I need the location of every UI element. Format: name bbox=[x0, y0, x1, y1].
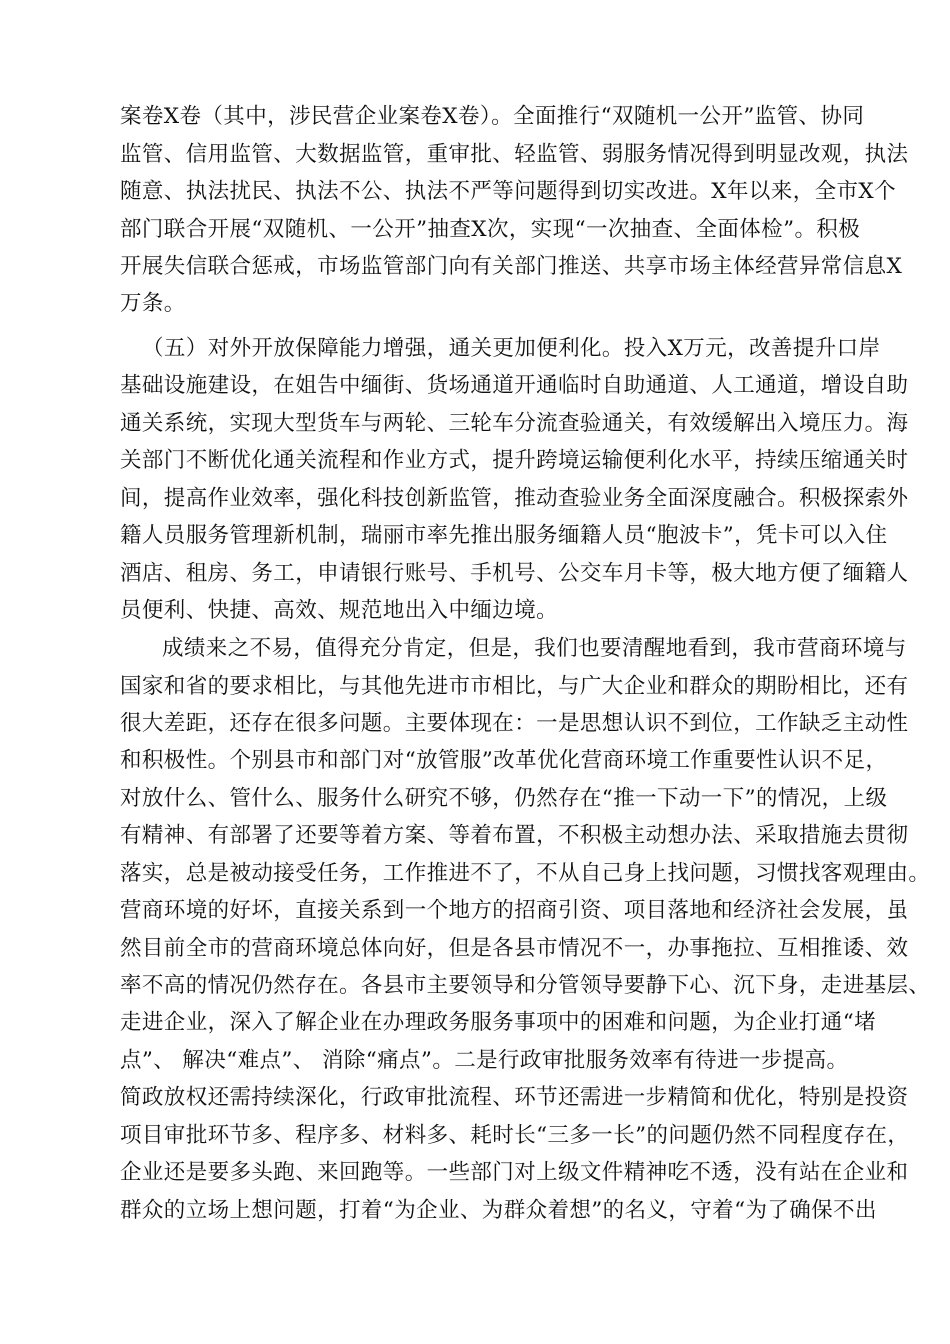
text-line: 对放什么、管什么、服务什么研究不够，仍然存在“推一下动一下”的情况，上级 bbox=[120, 786, 888, 811]
text-line: 员便利、快捷、高效、规范地出入中缅边境。 bbox=[120, 598, 559, 623]
text-line: 项目审批环节多、程序多、材料多、耗时长“三多一长”的问题仍然不同程度存在， bbox=[120, 1123, 910, 1148]
text-line: 案卷X卷（其中，涉民营企业案卷X卷）。全面推行“双随机一公开”监管、协同 bbox=[120, 104, 865, 129]
text-line: 关部门不断优化通关流程和作业方式，提升跨境运输便利化水平，持续压缩通关时 bbox=[120, 448, 909, 473]
text-line: 走进企业，深入了解企业在办理政务服务事项中的困难和问题，为企业打通“堵 bbox=[120, 1010, 876, 1035]
text-line: 点”、 解决“难点”、 消除“痛点”。二是行政审批服务效率有待进一步提高。 bbox=[120, 1048, 849, 1073]
text-line: 简政放权还需持续深化，行政审批流程、环节还需进一步精简和优化，特别是投资 bbox=[120, 1085, 909, 1110]
text-line: 群众的立场上想问题，打着“为企业、为群众着想”的名义，守着“为了确保不出 bbox=[120, 1198, 877, 1223]
text-line: 开展失信联合惩戒，市场监管部门向有关部门推送、共享市场主体经营异常信息X bbox=[120, 254, 903, 279]
text-line: 基础设施建设，在姐告中缅街、货场通道开通临时自助通道、人工通道，增设自助 bbox=[120, 373, 909, 398]
text-line: 酒店、租房、务工，申请银行账号、手机号、公交车月卡等，极大地方便了缅籍人 bbox=[120, 561, 909, 586]
text-line: 通关系统，实现大型货车与两轮、三轮车分流查验通关，有效缓解出入境压力。海 bbox=[120, 411, 909, 436]
text-line: 很大差距，还存在很多问题。主要体现在：一是思想认识不到位，工作缺乏主动性 bbox=[120, 711, 909, 736]
text-line: 然目前全市的营商环境总体向好，但是各县市情况不一，办事拖拉、互相推诿、效 bbox=[120, 936, 909, 961]
text-line: 和积极性。个别县市和部门对“放管服”改革优化营商环境工作重要性认识不足， bbox=[120, 748, 888, 773]
text-line: 部门联合开展“双随机、一公开”抽查X次，实现“一次抽查、全面体检”。积极 bbox=[120, 217, 861, 242]
paragraph-heading-line: （五）对外开放保障能力增强，通关更加便利化。投入X万元，改善提升口岸 bbox=[142, 336, 881, 361]
text-line: 监管、信用监管、大数据监管，重审批、轻监管、弱服务情况得到明显改观，执法 bbox=[120, 142, 909, 167]
text-line: 籍人员服务管理新机制，瑞丽市率先推出服务缅籍人员“胞波卡”，凭卡可以入住 bbox=[120, 523, 888, 548]
text-line: 万条。 bbox=[120, 291, 186, 316]
text-line: 国家和省的要求相比，与其他先进市市相比，与广大企业和群众的期盼相比，还有 bbox=[120, 674, 909, 699]
text-line: 随意、执法扰民、执法不公、执法不严等问题得到切实改进。X年以来，全市X个 bbox=[120, 179, 897, 204]
text-line: 率不高的情况仍然存在。各县市主要领导和分管领导要静下心、沉下身，走进基层、 bbox=[120, 973, 931, 998]
text-line: 营商环境的好坏，直接关系到一个地方的招商引资、项目落地和经济社会发展，虽 bbox=[120, 898, 909, 923]
text-line: 落实，总是被动接受任务，工作推进不了，不从自己身上找问题，习惯找客观理由。 bbox=[120, 861, 931, 886]
text-line: 有精神、有部署了还要等着方案、等着布置，不积极主动想办法、采取措施去贯彻 bbox=[120, 823, 909, 848]
text-line: 间，提高作业效率，强化科技创新监管，推动查验业务全面深度融合。积极探索外 bbox=[120, 486, 909, 511]
text-line: 企业还是要多头跑、来回跑等。一些部门对上级文件精神吃不透，没有站在企业和 bbox=[120, 1160, 909, 1185]
paragraph-first-line: 成绩来之不易，值得充分肯定，但是，我们也要清醒地看到，我市营商环境与 bbox=[162, 636, 907, 661]
